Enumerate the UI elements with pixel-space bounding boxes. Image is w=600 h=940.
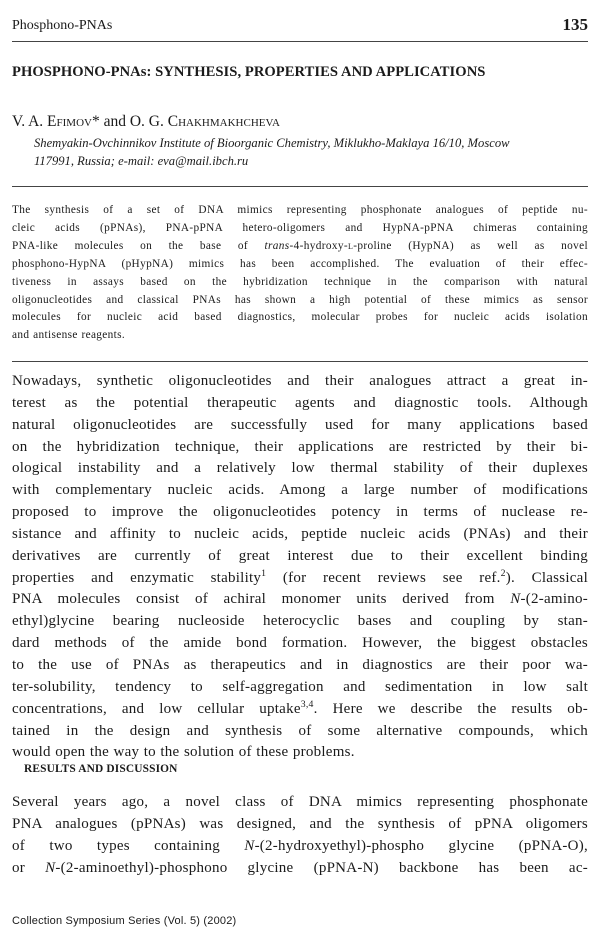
abstract-line: and antisense reagents.: [12, 329, 126, 342]
body-line: tained in the design and synthesis of some alternative compounds, which: [12, 722, 588, 739]
body-line: natural oligonucleotides are successfully used for many applications based: [12, 416, 588, 433]
body-line: dard methods of the amide bond formation. However, the biggest obstacles: [12, 635, 588, 652]
abstract-line: cleic acids (pPNAs), PNA-pPNA hetero-oligomers and HypNA-pPNA chimeras containing: [12, 221, 588, 234]
body-line: would open the way to the solution of these problems.: [12, 744, 355, 761]
abstract-line: molecules for nucleic acid based diagnostics, molecular probes for nucleic acids isolation: [12, 311, 588, 324]
body-line: with complementary nucleic acids. Among a large number of modifications: [12, 482, 588, 499]
body-line: concentrations, and low cellular uptake$^{3,4}$. Here we describe the results ob-: [12, 698, 588, 717]
corresponding-mark: *: [91, 113, 100, 130]
abstract: [12, 202, 588, 345]
authors: [12, 113, 280, 131]
footer-series: Collection Symposium Series (Vol. 5) (2002): [12, 915, 237, 927]
body-line: PNA molecules consist of achiral monomer units derived from N-(2-amino-: [12, 591, 588, 608]
abstract-top-rule: [12, 186, 588, 187]
page-number: 135: [562, 15, 588, 34]
body-line: ological instability and a relatively low thermal stability of their duplexes: [12, 460, 588, 477]
body-line: Several years ago, a novel class of DNA mimics representing phosphonate: [12, 794, 588, 810]
author2-surname: Chakhmakhcheva: [167, 113, 280, 130]
author1-initials: V. A.: [12, 113, 48, 130]
section-heading: RESULTS AND DISCUSSION: [24, 763, 178, 775]
body-line: ethyl)glycine bearing nucleoside heterocyclic bases and coupling by stan-: [12, 613, 588, 630]
article-title: PHOSPHONO-PNAs: SYNTHESIS, PROPERTIES AND APPLICATIONS: [12, 64, 486, 80]
body-line: PNA analogues (pPNAs) was designed, and the synthesis of pPNA oligomers: [12, 815, 588, 832]
author1-surname: Efimov: [47, 113, 92, 130]
author-conjunction: and O. G.: [99, 113, 168, 130]
results-paragraph: [12, 792, 588, 879]
body-line: proposed to improve the oligonucleotides potency in terms of nuclease re-: [12, 504, 588, 521]
abstract-line: The synthesis of a set of DNA mimics representing phosphonate analogues of peptide nu-: [12, 204, 588, 216]
running-head: [12, 15, 588, 42]
body-line: properties and enzymatic stability$^1$ (for recent reviews see ref.$^2$). Classical: [12, 567, 588, 586]
body-line: Nowadays, synthetic oligonucleotides and their analogues attract a great in-: [12, 373, 588, 389]
body-line: to the use of PNAs as therapeutics and in diagnostics are their poor wa-: [12, 656, 588, 673]
body-line: sistance and affinity to nucleic acids, peptide nucleic acids (PNAs) and their: [12, 525, 588, 542]
body-line: of two types containing N-(2-hydroxyethyl)-phospho glycine (pPNA-O),: [12, 837, 588, 854]
abstract-line: tiveness in assays based on the hybridization technique in the comparison with natural: [12, 275, 588, 288]
affiliation-line: 117991, Russia; e-mail: eva@mail.ibch.ru: [34, 154, 249, 168]
body-line: terest as the potential therapeutic agents and diagnostic tools. Although: [12, 394, 588, 411]
affiliation: [34, 134, 579, 170]
citation: 3,4: [300, 698, 314, 710]
body-line: ter-solubility, tendency to self-aggregation and sedimentation in low salt: [12, 678, 588, 695]
intro-paragraph: [12, 371, 588, 764]
abstract-line: PNA-like molecules on the base of trans-4-hydroxy-l-proline (HypNA) as well as novel: [12, 239, 588, 252]
body-line: or N-(2-aminoethyl)-phosphono glycine (pPNA-N) backbone has been ac-: [12, 859, 588, 876]
citation: 1: [261, 567, 267, 579]
abstract-line: phosphono-HypNA (pHypNA) mimics has been accomplished. The evaluation of their effec-: [12, 257, 588, 270]
affiliation-line: Shemyakin-Ovchinnikov Institute of Bioorganic Chemistry, Miklukho-Maklaya 16/10, Moscow: [34, 136, 510, 150]
body-line: on the hybridization technique, their applications are restricted by their bi-: [12, 438, 588, 455]
body-line: derivatives are currently of great interest due to their excellent binding: [12, 547, 588, 564]
abstract-bottom-rule: [12, 361, 588, 362]
running-head-title: Phosphono-PNAs: [12, 18, 113, 33]
citation: 2: [500, 567, 506, 579]
abstract-line: oligonucleotides and classical PNAs has shown a high potential of these mimics as sensor: [12, 293, 588, 306]
